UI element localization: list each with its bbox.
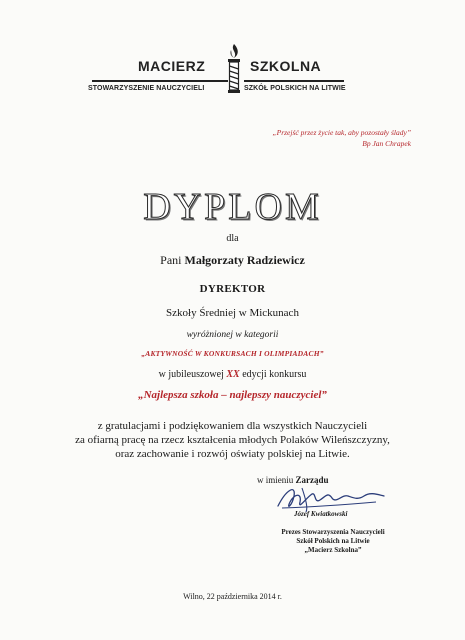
signer-title-line-2: Szkół Polskich na Litwie [296,537,370,545]
logo-divider-right [244,80,344,82]
org-subtitle-right: SZKÓŁ POLSKICH NA LITWIE [244,85,346,92]
on-behalf-body: Zarządu [295,475,329,485]
signer-title-line-1: Prezes Stowarzyszenia Nauczycieli [281,528,385,536]
signer-title [258,528,408,555]
diploma-title: DYPLOM [143,186,322,228]
edition-suffix: edycji konkursu [242,369,307,380]
school-name: Szkoły Średniej w Mickunach [166,307,299,319]
contest-name: „Najlepsza szkoła – najlepszy nauczyciel” [138,389,327,401]
motto-author: Bp Jan Chrapek [362,139,411,148]
edition-prefix: w jubileuszowej [158,369,224,380]
edition-line [0,369,465,380]
recipient-role: DYREKTOR [199,283,266,295]
edition-number: XX [226,369,240,380]
body-line-2: za ofiarną pracę na rzecz kształcenia młodych Polaków Wileńszczyzny, [75,434,390,446]
body-line-1: z gratulacjami i podziękowaniem dla wszystkich Nauczycieli [97,420,368,432]
org-name-left: MACIERZ [138,58,206,74]
signer-name: Józef Kwiatkowski [294,510,348,518]
recipient-name: Małgorzaty Radziewicz [184,253,305,267]
place-and-date: Wilno, 22 października 2014 r. [183,592,282,601]
logo-divider-left [92,80,228,82]
org-name-right: SZKOLNA [250,58,322,74]
distinguished-text: wyróżnionej w kategorii [186,330,279,340]
on-behalf-prefix: w imieniu [257,475,294,485]
recipient-prefix: Pani [160,253,182,267]
motto [272,127,411,149]
body-line-3: oraz zachowanie i rozwój oświaty polskiej na Litwie. [115,448,350,460]
torch-emblem-icon [222,42,246,94]
org-subtitle-left: STOWARZYSZENIE NAUCZYCIELI [88,85,205,92]
signer-title-line-3: „Macierz Szkolna” [304,546,362,554]
award-category: „AKTYWNOŚĆ W KONKURSACH I OLIMPIADACH” [141,349,324,358]
recipient-line [0,253,465,268]
for-label: dla [226,233,239,244]
motto-quote: „Przejść przez życie tak, aby pozostały ślady” [272,128,411,137]
